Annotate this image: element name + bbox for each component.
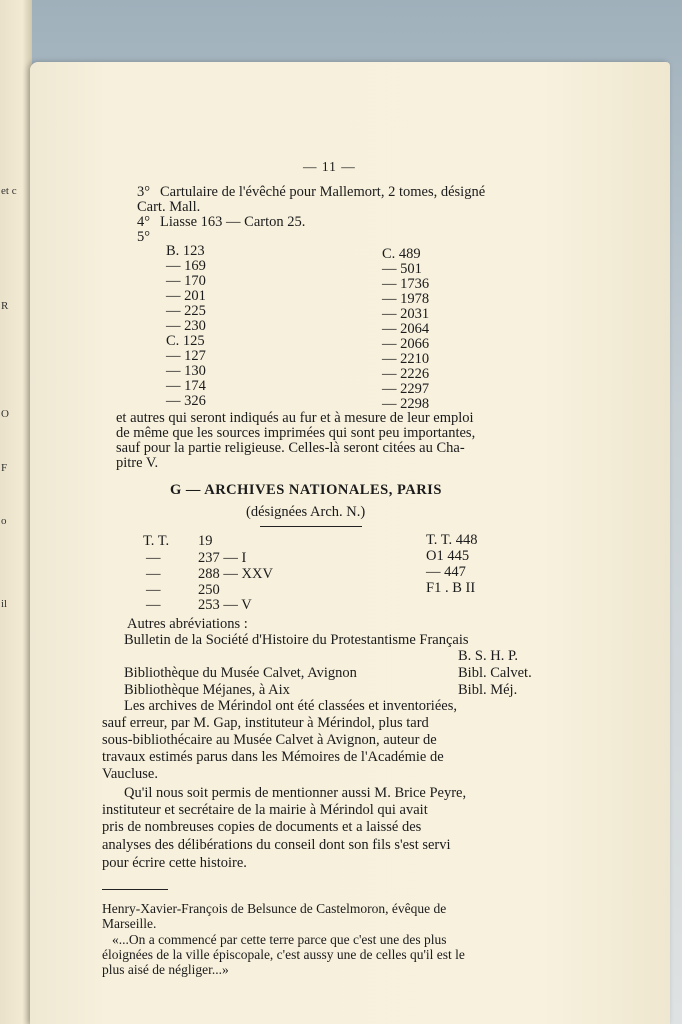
footnote-line: Henry-Xavier-François de Belsunce de Castelmoron, évêque de xyxy=(102,901,447,916)
nat-ref-number: 250 xyxy=(198,582,220,598)
nat-ref-series: — xyxy=(146,597,161,613)
list-text: Liasse 163 — Carton 25. xyxy=(160,214,306,230)
footnote-line: «...On a commencé par cette terre parce que c'est une des plus xyxy=(112,932,447,947)
body-line: Vaucluse. xyxy=(102,766,158,782)
left-page-fragment: R xyxy=(1,300,9,312)
ref-left: — 170 xyxy=(166,273,206,289)
nat-ref-series: T. T. xyxy=(143,533,170,549)
ref-left: — 169 xyxy=(166,258,206,274)
nat-ref-number: 237 — I xyxy=(198,550,247,566)
body-line: de même que les sources imprimées qui sont peu importantes, xyxy=(116,425,476,441)
body-line: analyses des délibérations du conseil dont son fils s'est servi xyxy=(102,837,451,853)
nat-ref-right: F1 . B II xyxy=(426,580,476,596)
ref-left: — 127 xyxy=(166,348,206,364)
body-line: sauf erreur, par M. Gap, instituteur à Mérindol, plus tard xyxy=(102,715,429,731)
ref-left: — 130 xyxy=(166,363,206,379)
abbreviation-code: Bibl. Méj. xyxy=(458,682,518,698)
body-line: et autres qui seront indiqués au fur et à mesure de leur emploi xyxy=(116,410,474,426)
ref-right: — 2298 xyxy=(382,396,430,412)
ref-right: — 2210 xyxy=(382,351,430,367)
ref-left: B. 123 xyxy=(166,243,205,259)
nat-ref-number: 288 — XXV xyxy=(198,566,273,582)
nat-ref-right: — 447 xyxy=(426,564,466,580)
ref-left: C. 125 xyxy=(166,333,205,349)
left-page-fragment: il xyxy=(1,598,8,610)
body-line: pris de nombreuses copies de documents et a laissé des xyxy=(102,819,422,835)
body-line: travaux estimés parus dans les Mémoires de l'Académie de xyxy=(102,749,444,765)
section-subtitle: (désignées Arch. N.) xyxy=(246,504,366,520)
nat-ref-series: — xyxy=(146,550,161,566)
list-text: Cart. Mall. xyxy=(137,199,201,215)
body-line: Qu'il nous soit permis de mentionner aussi M. Brice Peyre, xyxy=(124,785,467,801)
page-number: — 11 — xyxy=(303,159,356,174)
ref-left: — 174 xyxy=(166,378,206,394)
body-line: pour écrire cette histoire. xyxy=(102,855,247,871)
ref-right: — 501 xyxy=(382,261,422,277)
footnote-line: Marseille. xyxy=(102,916,157,931)
abbreviations-heading: Autres abréviations : xyxy=(127,616,248,632)
abbreviation-name: Bibliothèque du Musée Calvet, Avignon xyxy=(124,665,357,681)
list-number: 3° xyxy=(137,184,151,200)
abbreviation-name: Bibliothèque Méjanes, à Aix xyxy=(124,682,290,698)
footnote-line: éloignées de la ville épiscopale, c'est aussy une de celles qu'il est le xyxy=(102,947,465,962)
nat-ref-right: T. T. 448 xyxy=(426,532,478,548)
body-line: Les archives de Mérindol ont été classées et inventoriées, xyxy=(124,698,457,714)
nat-ref-number: 253 — V xyxy=(198,597,252,613)
list-number: 4° xyxy=(137,214,151,230)
nat-ref-right: O1 445 xyxy=(426,548,470,564)
left-page-fragment: F xyxy=(1,462,8,474)
left-page-fragment: O xyxy=(1,408,9,420)
heading-rule xyxy=(260,526,362,527)
ref-right: — 2226 xyxy=(382,366,430,382)
ref-left: — 201 xyxy=(166,288,206,304)
abbreviation-name: Bulletin de la Société d'Histoire du Protestantisme Français xyxy=(124,632,469,648)
body-line: sous-bibliothécaire au Musée Calvet à Avignon, auteur de xyxy=(102,732,437,748)
ref-right: — 2066 xyxy=(382,336,430,352)
ref-left: — 225 xyxy=(166,303,206,319)
ref-right: — 2064 xyxy=(382,321,430,337)
left-page-fragment: o xyxy=(1,515,7,527)
nat-ref-number: 19 xyxy=(198,533,213,549)
left-page-fragment: et c xyxy=(1,185,17,197)
abbreviation-code: B. S. H. P. xyxy=(458,648,519,664)
nat-ref-series: — xyxy=(146,566,161,582)
abbreviation-code: Bibl. Calvet. xyxy=(458,665,532,681)
ref-right: C. 489 xyxy=(382,246,421,262)
body-line: sauf pour la partie religieuse. Celles-là seront citées au Cha- xyxy=(116,440,465,456)
nat-ref-series: — xyxy=(146,582,161,598)
ref-right: — 2031 xyxy=(382,306,430,322)
ref-right: — 2297 xyxy=(382,381,430,397)
footnote-rule xyxy=(102,889,168,890)
body-line: instituteur et secrétaire de la mairie à Mérindol qui avait xyxy=(102,802,428,818)
body-line: pitre V. xyxy=(116,455,159,471)
ref-left: — 326 xyxy=(166,393,206,409)
list-text: Cartulaire de l'évêché pour Mallemort, 2 tomes, désigné xyxy=(160,184,486,200)
list-number: 5° xyxy=(137,229,151,245)
footnote-line: plus aisé de négliger...» xyxy=(102,962,229,977)
ref-right: — 1978 xyxy=(382,291,430,307)
ref-right: — 1736 xyxy=(382,276,430,292)
section-title: G — ARCHIVES NATIONALES, PARIS xyxy=(170,482,442,498)
ref-left: — 230 xyxy=(166,318,206,334)
